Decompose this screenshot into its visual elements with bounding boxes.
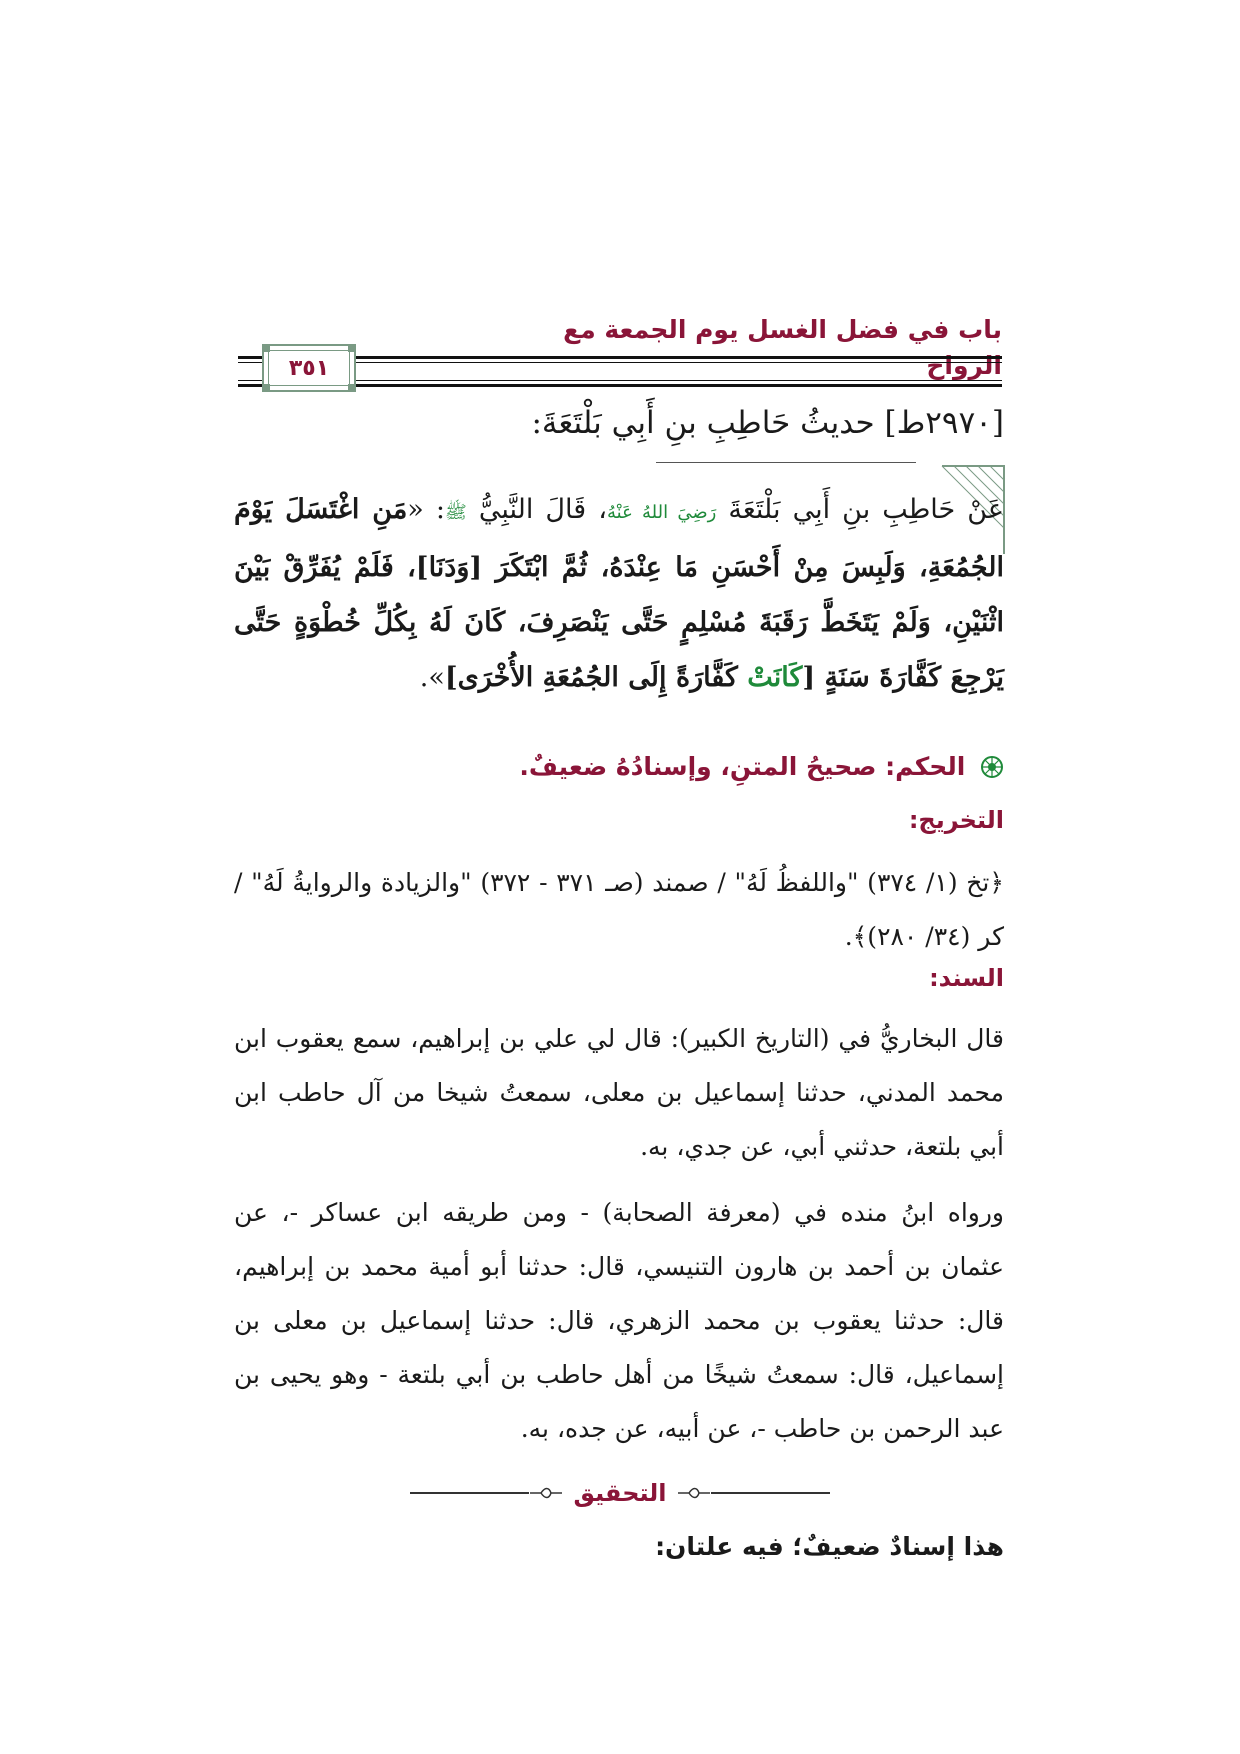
hadith-matn-end: كَفَّارَةً إِلَى الجُمُعَةِ الأُخْرَى] [444,662,748,693]
honorific-salla: ﷺ [445,502,467,523]
flower-ornament-icon [980,755,1004,779]
takhrij-heading: التخريج: [908,806,1004,834]
hadith-text [234,482,1004,705]
colon: : « [407,494,445,525]
conclusion-text: هذا إسنادٌ ضعيفٌ؛ فيه علتان: [655,1532,1004,1561]
sanad-paragraph-2: ورواه ابنُ منده في (معرفة الصحابة) - ومن طريقه ابن عساكر -، عن عثمان بن أحمد بن هارون التنيسي، قال: حدثنا أبو أمية محمد بن إبراهيم، قال: حدثنا يعقوب بن محمد الزهري، قال: حدثنا إسماعيل بن معلى بن إسماعيل، قال: سمعتُ شيخًا من أهل حاطب بن أبي بلتعة - وهو يحيى بن عبد الرحمن بن حاطب -، عن أبيه، عن جده، به. [234,1198,1004,1443]
frame-corner-ornament [262,384,270,392]
hadith-title: [٢٩٧٠ط] حديثُ حَاطِبِ بنِ أَبِي بَلْتَعَةَ: [531,405,1004,441]
verification-divider [410,1478,830,1508]
sanad-heading: السند: [929,964,1004,992]
ruling-label: الحكم: [885,752,966,781]
frame-corner-ornament [348,344,356,352]
ruling-line [234,746,1004,788]
hadith-matn: مَنِ اغْتَسَلَ يَوْمَ الجُمُعَةِ، وَلَبِسَ مِنْ أَحْسَنِ مَا عِنْدَهُ، ثُمَّ ابْتَكَرَ [وَدَنَا]، فَلَمْ يُفَرِّقْ بَيْنَ اثْنَيْنِ، وَلَمْ يَتَخَطَّ رَقَبَةَ مُسْلِمٍ حَتَّى يَنْصَرِفَ، كَانَ لَهُ بِكُلِّ خُطْوَةٍ حَتَّى يَرْجِعَ كَفَّارَةَ سَنَةٍ [ [234,494,1004,693]
closing-quote: ». [419,662,445,693]
sanad-paragraph-1: قال البخاريُّ في (التاريخ الكبير): قال لي علي بن إبراهيم، سمع يعقوب ابن محمد المدني، حدثنا إسماعيل بن معلى، سمعتُ شيخا من آل حاطب ابن أبي بلتعة، حدثني أبي، عن جدي، به. [234,1024,1004,1161]
divider-ornament-icon [529,1486,563,1500]
divider-ornament-icon [677,1486,711,1500]
verification-heading: التحقيق [573,1479,667,1507]
narrator-intro: عَنْ حَاطِبِ بنِ أَبِي بَلْتَعَةَ [728,494,1004,525]
divider-line [410,1492,529,1494]
ruling-value: صحيحُ المتنِ، وإسنادُهُ ضعيفٌ. [519,752,877,781]
title-underline [656,462,916,463]
frame-corner-ornament [262,344,270,352]
takhrij-text: ﴿تخ (١/ ٣٧٤) "واللفظُ لَهُ" / صمند (صـ ٣٧١ - ٣٧٢) "والزيادة والروايةُ لَهُ" / كر (٣٤/ ٢٨٠)﴾. [234,868,1005,951]
page-number: ٣٥١ [288,355,330,381]
frame-corner-ornament [348,384,356,392]
said-phrase: ، قَالَ النَّبِيُّ [478,494,607,525]
running-title: باب في فضل الغسل يوم الجمعة مع الرواح [563,315,1002,380]
page-number-frame [262,344,356,392]
hadith-variant-word: كَانَتْ [747,662,803,693]
honorific-radiallahu: رَضِيَ اللهُ عَنْهُ [606,502,717,523]
divider-line [711,1492,830,1494]
